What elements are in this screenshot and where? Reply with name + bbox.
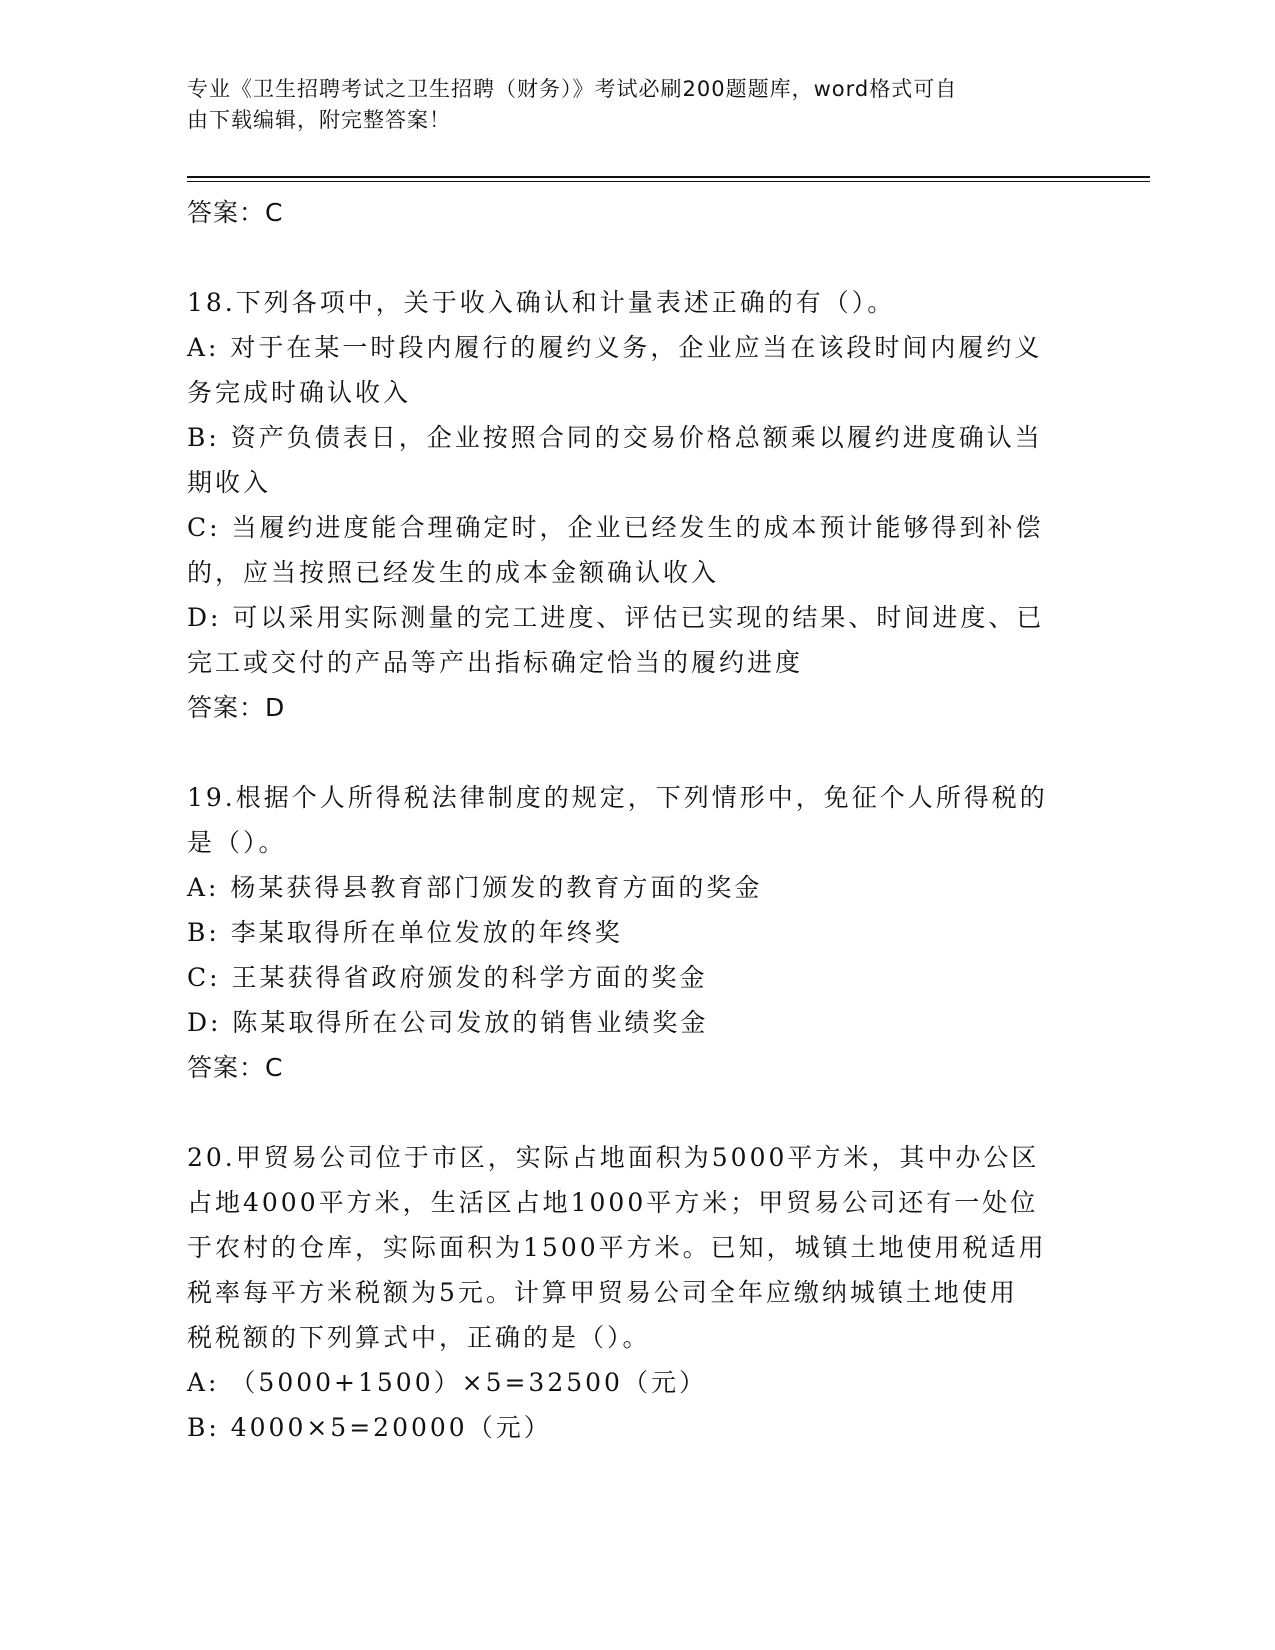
q19-stem: 19.根据个人所得税法律制度的规定，下列情形中，免征个人所得税的 xyxy=(187,783,1048,812)
q17-answer: 答案：C xyxy=(187,198,284,227)
spacer xyxy=(187,730,1067,775)
q20-stem-cont: 于农村的仓库，实际面积为1500平方米。已知，城镇土地使用税适用 xyxy=(187,1233,1047,1262)
q19-stem-cont: 是（）。 xyxy=(187,828,287,857)
q18-option-d: D: 可以采用实际测量的完工进度、评估已实现的结果、时间进度、已 xyxy=(187,603,1045,632)
q20-stem-cont: 税税额的下列算式中，正确的是（）。 xyxy=(187,1323,651,1352)
question-19 xyxy=(187,775,1067,1090)
q20-stem-cont: 占地4000平方米，生活区占地1000平方米；甲贸易公司还有一处位 xyxy=(187,1188,1039,1217)
q18-option-d-cont: 完工或交付的产品等产出指标确定恰当的履约进度 xyxy=(187,648,804,677)
q18-option-a-cont: 务完成时确认收入 xyxy=(187,378,412,407)
header-line-2: 由下载编辑，附完整答案！ xyxy=(187,108,451,132)
q19-option-d: D: 陈某取得所在公司发放的销售业绩奖金 xyxy=(187,1008,709,1037)
q18-option-b: B: 资产负债表日，企业按照合同的交易价格总额乘以履约进度确认当 xyxy=(187,423,1043,452)
document-header xyxy=(187,74,1087,136)
q19-option-c: C: 王某获得省政府颁发的科学方面的奖金 xyxy=(187,963,708,992)
q19-option-b: B: 李某取得所在单位发放的年终奖 xyxy=(187,918,623,947)
q20-option-a: A: （5000+1500）×5=32500（元） xyxy=(187,1368,707,1397)
q18-option-b-cont: 期收入 xyxy=(187,468,272,497)
q18-option-c-cont: 的，应当按照已经发生的成本金额确认收入 xyxy=(187,558,720,587)
question-18 xyxy=(187,280,1067,730)
header-line-1: 专业《卫生招聘考试之卫生招聘（财务）》考试必刷200题题库，word格式可自 xyxy=(187,77,958,101)
q20-option-b: B: 4000×5=20000（元） xyxy=(187,1413,552,1442)
q18-option-a: A: 对于在某一时段内履行的履约义务，企业应当在该段时间内履约义 xyxy=(187,333,1043,362)
q20-stem-cont: 税率每平方米税额为5元。计算甲贸易公司全年应缴纳城镇土地使用 xyxy=(187,1278,1018,1307)
spacer xyxy=(187,1090,1067,1135)
q19-answer: 答案：C xyxy=(187,1053,284,1082)
header-rule-thick xyxy=(187,176,1150,178)
q18-answer: 答案：D xyxy=(187,693,286,722)
document-body xyxy=(187,190,1067,1450)
q20-stem: 20.甲贸易公司位于市区，实际占地面积为5000平方米，其中办公区 xyxy=(187,1143,1040,1172)
q18-option-c: C: 当履约进度能合理确定时，企业已经发生的成本预计能够得到补偿 xyxy=(187,513,1044,542)
question-20 xyxy=(187,1135,1067,1450)
spacer xyxy=(187,235,1067,280)
q18-stem: 18.下列各项中，关于收入确认和计量表述正确的有（）。 xyxy=(187,288,896,317)
q19-option-a: A: 杨某获得县教育部门颁发的教育方面的奖金 xyxy=(187,873,763,902)
header-rule-thin xyxy=(187,181,1150,182)
